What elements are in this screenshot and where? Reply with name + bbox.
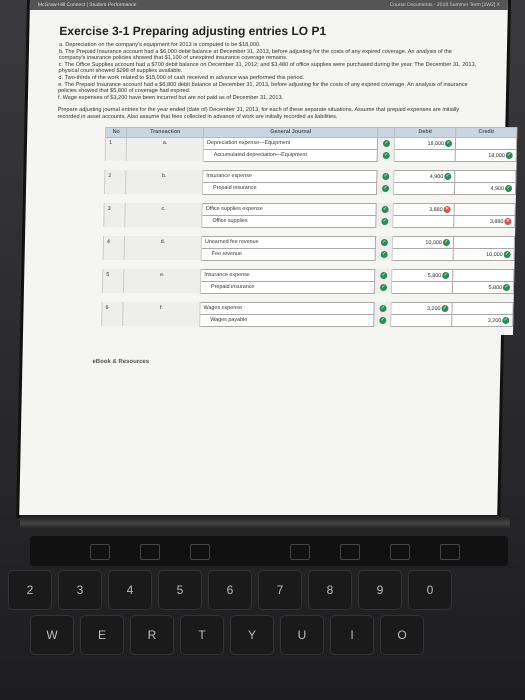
- entry-number: 6: [102, 302, 123, 314]
- header-no: No: [106, 127, 127, 137]
- transaction-letter: f.: [123, 302, 200, 314]
- checkmark-icon: ✓: [382, 250, 387, 257]
- key-r[interactable]: R: [130, 615, 174, 655]
- journal-row-credit: [103, 248, 514, 260]
- row-check-cell: [377, 137, 394, 149]
- checkmark-icon: ✓: [381, 283, 386, 290]
- debit-account-cell[interactable]: Office supplies expense: [202, 203, 376, 215]
- checkmark-icon: ✓: [505, 250, 510, 257]
- debit-account-cell[interactable]: Unearned fee revenue: [201, 236, 375, 248]
- checkmark-icon: ✓: [382, 205, 388, 212]
- checkmark-icon: ✓: [444, 238, 449, 245]
- browser-tab-bar: [30, 0, 508, 10]
- entry-number: 5: [103, 269, 124, 281]
- debit-amount-cell[interactable]: [394, 137, 455, 149]
- credit-account-cell[interactable]: Prepaid insurance: [200, 281, 374, 293]
- row-check-cell: [375, 248, 392, 260]
- empty-tx-cell: [123, 281, 200, 293]
- journal-row-credit: [102, 314, 513, 326]
- key-3[interactable]: 3: [58, 570, 102, 610]
- key-w[interactable]: W: [30, 615, 74, 655]
- checkmark-icon: ✓: [384, 139, 389, 146]
- debit-amount-cell-empty[interactable]: [391, 314, 452, 326]
- empty-tx-cell: [125, 215, 202, 227]
- credit-amount: 10,000: [486, 251, 503, 258]
- checkmark-icon: ✓: [507, 151, 512, 158]
- journal-row-credit: [105, 149, 516, 161]
- transaction-letter: a.: [126, 137, 203, 149]
- journal-row-debit: [105, 137, 516, 149]
- credit-amount-cell-empty[interactable]: [452, 302, 513, 314]
- checkmark-icon: ✓: [503, 316, 508, 323]
- spacer-cell: [104, 194, 515, 203]
- question-list: [58, 42, 477, 101]
- ebook-resources-link[interactable]: eBook & Resources: [92, 358, 150, 365]
- row-check-cell: [376, 182, 393, 194]
- row-check-cell: [374, 302, 391, 314]
- debit-amount-cell[interactable]: [394, 170, 455, 182]
- key-9[interactable]: 9: [358, 570, 402, 610]
- journal-row-credit: [104, 182, 515, 194]
- checkmark-icon: ✓: [380, 304, 386, 311]
- header-debit: Debit: [395, 127, 456, 137]
- empty-no-cell: [105, 149, 126, 161]
- debit-account-cell[interactable]: Insurance expense: [201, 269, 375, 281]
- checkmark-icon: ✓: [382, 217, 388, 224]
- cross-icon: ✕: [444, 205, 450, 212]
- key-6[interactable]: 6: [208, 570, 252, 610]
- empty-tx-cell: [123, 314, 200, 326]
- browser-tab-right[interactable]: Course Documents - 2018 Summer Term [1W2] X: [389, 2, 500, 8]
- credit-amount-cell[interactable]: [454, 215, 515, 227]
- transaction-letter: b.: [126, 170, 203, 182]
- checkmark-icon: ✓: [446, 139, 451, 146]
- journal-table: [101, 127, 517, 335]
- credit-account-cell[interactable]: Prepaid insurance: [202, 182, 376, 194]
- row-spacer: [105, 161, 516, 170]
- spacer-cell: [103, 260, 514, 269]
- question-item: c. The Office Supplies account had a $700 debit balance on December 31, 2012; and $3,480 of office supplies were purchased during the year. The December 31, 2013, physical count showed $298 of supplies available.: [58, 61, 477, 75]
- question-item: d. Two-thirds of the work related to $15,000 of cash received in advance was performed this period.: [58, 74, 305, 81]
- credit-amount-cell-empty[interactable]: [455, 170, 516, 182]
- question-item: a. Depreciation on the company's equipment for 2013 is computed to be $18,000.: [58, 42, 261, 48]
- debit-amount: 3,200: [426, 305, 441, 312]
- key-o[interactable]: O: [380, 615, 424, 655]
- touchbar-rewind-icon[interactable]: [290, 544, 310, 560]
- key-5[interactable]: 5: [158, 570, 202, 610]
- debit-amount: 4,900: [429, 173, 444, 180]
- empty-no-cell: [104, 215, 125, 227]
- debit-amount-cell[interactable]: [392, 236, 453, 248]
- checkmark-icon: ✓: [383, 184, 388, 191]
- spacer-cell: [101, 326, 512, 335]
- row-check-cell: [375, 236, 392, 248]
- credit-amount: 4,900: [490, 185, 505, 192]
- journal-row-debit: [103, 269, 514, 281]
- row-spacer: [103, 260, 514, 269]
- checkmark-icon: ✓: [382, 238, 387, 245]
- row-check-cell: [374, 281, 391, 293]
- browser-tab-left[interactable]: McGraw-Hill Connect | Student Performance: [37, 2, 137, 8]
- empty-tx-cell: [124, 248, 201, 260]
- credit-account-cell[interactable]: Office supplies: [202, 215, 376, 227]
- checkmark-icon: ✓: [443, 271, 448, 278]
- transaction-letter: e.: [124, 269, 201, 281]
- debit-amount: 3,880: [429, 206, 443, 213]
- spacer-cell: [102, 293, 513, 302]
- debit-account-cell[interactable]: Wages expense: [200, 302, 374, 314]
- transaction-letter: c.: [125, 203, 202, 215]
- spacer-cell: [104, 227, 515, 236]
- journal-row-debit: [104, 203, 515, 215]
- debit-amount-cell[interactable]: [392, 269, 453, 281]
- question-item: e. The Prepaid Insurance account had a $6,800 debit balance at December 31, 2013, before adjusting for the costs of any expired coverage. An analysis of insurance policies showed that $5,800 of coverage had expired.: [58, 81, 468, 95]
- touchbar-mission-control-icon[interactable]: [140, 544, 160, 560]
- credit-amount-cell[interactable]: [455, 149, 516, 161]
- credit-amount-cell[interactable]: [452, 314, 513, 326]
- debit-amount: 18,000: [427, 140, 445, 147]
- debit-amount-cell-empty[interactable]: [393, 182, 454, 194]
- transaction-letter: d.: [124, 236, 201, 248]
- key-7[interactable]: 7: [258, 570, 302, 610]
- key-2[interactable]: 2: [8, 570, 52, 610]
- debit-amount-cell-empty[interactable]: [394, 149, 455, 161]
- credit-amount-cell-empty[interactable]: [455, 137, 516, 149]
- debit-amount: 5,800: [427, 272, 442, 279]
- checkmark-icon: ✓: [506, 184, 511, 191]
- row-spacer: [104, 227, 515, 236]
- instructions: Prepare adjusting journal entries for the year ended (date of) December 31, 2013, for each of these separate situations. Assume that prepaid expenses are initially recorded in asset accounts. Also assume that fees collected in advance of work are initially recorded as liabilities.: [57, 107, 460, 120]
- debit-account-cell[interactable]: Insurance expense: [203, 170, 377, 182]
- credit-amount: 5,800: [488, 284, 503, 291]
- row-check-cell: [375, 269, 392, 281]
- row-check-cell: [374, 314, 391, 326]
- header-general-journal: General Journal: [204, 127, 378, 137]
- key-u[interactable]: U: [280, 615, 324, 655]
- credit-amount-cell[interactable]: [452, 281, 513, 293]
- debit-amount: 10,000: [425, 239, 442, 246]
- debit-amount-cell[interactable]: [391, 302, 452, 314]
- touchbar-launchpad-icon[interactable]: [190, 544, 210, 560]
- key-e[interactable]: E: [80, 615, 124, 655]
- credit-amount: 3,200: [487, 317, 502, 324]
- row-spacer: [104, 194, 515, 203]
- key-i[interactable]: I: [330, 615, 374, 655]
- row-check-cell: [376, 215, 393, 227]
- debit-amount-cell[interactable]: [393, 203, 454, 215]
- empty-no-cell: [102, 281, 123, 293]
- empty-no-cell: [102, 314, 123, 326]
- debit-amount-cell-empty[interactable]: [391, 281, 452, 293]
- key-y[interactable]: Y: [230, 615, 274, 655]
- empty-tx-cell: [126, 149, 203, 161]
- number-key-row: [8, 570, 458, 610]
- entry-number: 4: [103, 236, 124, 248]
- credit-amount-cell[interactable]: [454, 182, 515, 194]
- table-header-row: [106, 127, 517, 137]
- laptop-hinge: [20, 515, 510, 529]
- credit-amount-cell-empty[interactable]: [453, 269, 514, 281]
- entry-number: 1: [105, 137, 126, 149]
- journal-row-debit: [102, 302, 513, 314]
- credit-amount-cell-empty[interactable]: [453, 236, 514, 248]
- empty-tx-cell: [125, 182, 202, 194]
- checkmark-icon: ✓: [384, 151, 389, 158]
- row-check-cell: [377, 170, 394, 182]
- cross-icon: ✕: [505, 217, 511, 224]
- header-mark: [378, 127, 395, 137]
- journal-row-debit: [105, 170, 516, 182]
- credit-amount-cell-empty[interactable]: [454, 203, 515, 215]
- checkmark-icon: ✓: [442, 304, 448, 311]
- row-check-cell: [376, 203, 393, 215]
- letter-key-row: [30, 615, 430, 655]
- question-item: b. The Prepaid Insurance account had a $6,000 debit balance at December 31, 2013, before adjusting for the costs of any expired coverage. An analysis of the company's insurance policies showed that $1,100 of unexpired insurance coverage remains.: [58, 48, 452, 62]
- checkmark-icon: ✓: [504, 283, 509, 290]
- entry-number: 3: [104, 203, 125, 215]
- touchbar-brightness-icon[interactable]: [90, 544, 110, 560]
- touchbar-play-icon[interactable]: [340, 544, 360, 560]
- key-t[interactable]: T: [180, 615, 224, 655]
- touch-bar[interactable]: [30, 536, 508, 566]
- journal-row-credit: [102, 281, 513, 293]
- key-8[interactable]: 8: [308, 570, 352, 610]
- key-0[interactable]: 0: [408, 570, 452, 610]
- touchbar-mute-icon[interactable]: [440, 544, 460, 560]
- empty-no-cell: [104, 182, 125, 194]
- checkmark-icon: ✓: [380, 316, 385, 323]
- credit-amount: 3,880: [489, 218, 504, 225]
- header-transaction: Transaction: [127, 127, 204, 137]
- exercise-title: Exercise 3-1 Preparing adjusting entries LO P1: [59, 24, 327, 38]
- checkmark-icon: ✓: [383, 172, 388, 179]
- journal-row-credit: [104, 215, 515, 227]
- credit-account-cell[interactable]: Wages payable: [200, 314, 374, 326]
- laptop-screen: [19, 0, 512, 515]
- table-body: [101, 137, 516, 335]
- debit-account-cell[interactable]: Depreciation expense—Equipment: [203, 137, 377, 149]
- credit-account-cell[interactable]: Accumulated depreciation—Equipment: [203, 149, 377, 161]
- debit-amount-cell-empty[interactable]: [392, 248, 453, 260]
- debit-amount-cell-empty[interactable]: [393, 215, 454, 227]
- credit-amount-cell[interactable]: [453, 248, 514, 260]
- row-spacer: [102, 293, 513, 302]
- touchbar-forward-icon[interactable]: [390, 544, 410, 560]
- checkmark-icon: ✓: [381, 271, 386, 278]
- key-4[interactable]: 4: [108, 570, 152, 610]
- question-item: f. Wage expenses of $3,200 have been incurred but are not paid as of December 31, 2013.: [57, 94, 284, 101]
- empty-no-cell: [103, 248, 124, 260]
- row-spacer: [101, 326, 512, 335]
- row-check-cell: [377, 149, 394, 161]
- spacer-cell: [105, 161, 516, 170]
- journal-row-debit: [103, 236, 514, 248]
- credit-amount: 18,000: [488, 152, 505, 159]
- checkmark-icon: ✓: [445, 172, 450, 179]
- header-credit: Credit: [456, 127, 517, 137]
- credit-account-cell[interactable]: Fee revenue: [201, 248, 375, 260]
- entry-number: 2: [105, 170, 126, 182]
